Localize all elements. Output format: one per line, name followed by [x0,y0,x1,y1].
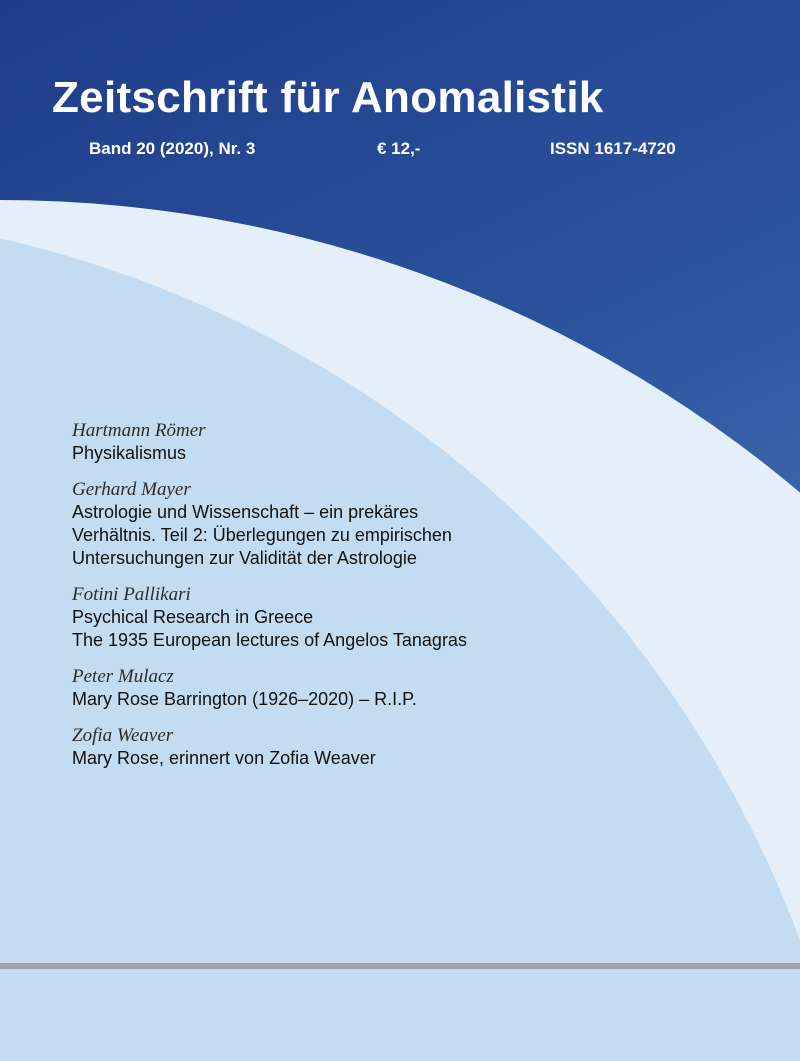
article-title-line: Verhältnis. Teil 2: Überlegungen zu empirischen [72,525,452,545]
issn: ISSN 1617-4720 [550,139,676,158]
toc-entry [72,666,712,711]
volume-issue: Band 20 (2020), Nr. 3 [89,139,256,158]
article-author: Zofia Weaver [72,725,174,746]
article-title-line: Mary Rose, erinnert von Zofia Weaver [72,748,376,768]
article-title-line: The 1935 European lectures of Angelos Tanagras [72,630,467,650]
article-author: Peter Mulacz [72,666,174,687]
toc-entry [72,584,712,652]
article-title [72,747,712,770]
article-author: Hartmann Römer [72,420,206,441]
article-title-line: Untersuchungen zur Validität der Astrologie [72,548,417,568]
article-title-line: Physikalismus [72,443,187,463]
article-title [72,501,712,570]
article-author: Gerhard Mayer [72,479,191,500]
article-title-line: Astrologie und Wissenschaft – ein prekäres [72,502,419,522]
article-author: Fotini Pallikari [72,584,191,605]
price: € 12,- [377,139,421,158]
journal-title: Zeitschrift für Anomalistik [52,73,604,122]
toc-entry [72,479,712,570]
toc-entry [72,420,712,465]
article-title-line: Mary Rose Barrington (1926–2020) – R.I.P. [72,689,417,709]
article-title [72,688,712,711]
table-of-contents [72,420,712,784]
toc-entry [72,725,712,770]
cover-header [0,0,800,200]
article-title [72,442,712,465]
article-title-line: Psychical Research in Greece [72,607,314,627]
article-title [72,606,712,652]
footer-divider [0,963,800,969]
